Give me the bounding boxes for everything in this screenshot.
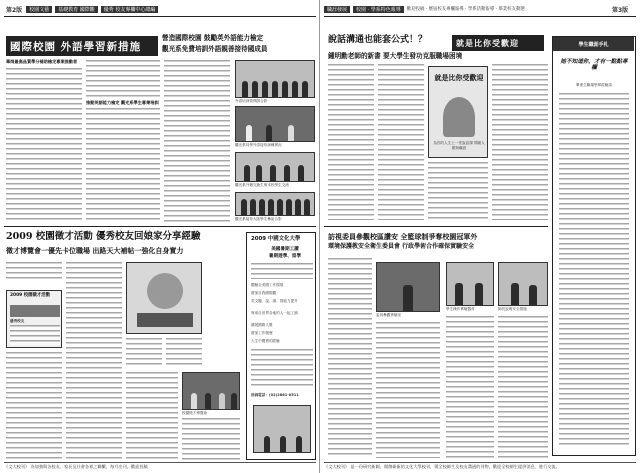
- career-notes-body: [559, 93, 629, 447]
- ad-title: 2009 中國文化大學: [251, 236, 301, 242]
- photo-caption: 觀光系外籍交換生與本校學生交流: [235, 183, 289, 187]
- article3-body: [164, 60, 230, 223]
- right-header-rule: [324, 16, 636, 17]
- ad-contact: 洽詢電話：(02)2861-0511: [251, 393, 299, 397]
- left-main-subtitle-1: 營造國際校園 鼓勵英外語能力檢定: [162, 34, 264, 42]
- ad-item: 增加工作履歷: [251, 331, 273, 335]
- photo-training-group: [235, 60, 315, 98]
- photo-job-fair: [182, 372, 240, 410]
- right-footer: 《文大校刊》 是一份研究新穎、開創嶄新的文化大學校刊，與全校師生及校友溝通的刊物，歡迎全校師生提供消息、進行交流。: [324, 464, 560, 469]
- left-header-tag: 校園文藝: [26, 6, 52, 13]
- photo-mainland-visit: [235, 192, 315, 216]
- center-caption: 校園徵才博覽會: [182, 411, 208, 415]
- left-main-subtitle-2: 觀光系免費培訓外語親善接待國成員: [162, 45, 268, 53]
- photo-caption: 觀光系同學外語接待演練實況: [235, 143, 282, 147]
- ad-item: 人生中寶貴的經驗: [251, 339, 280, 343]
- ad-intro: [251, 263, 313, 279]
- right-title-right: 就是比你受歡迎: [452, 35, 544, 51]
- left-mid-rule: [4, 226, 316, 227]
- right-footer-rule: [324, 462, 636, 463]
- left-footer-rule: [4, 462, 316, 463]
- right-col4: [492, 64, 548, 220]
- right-subtitle: 鍾明勳老師的新書 要大學生發功克服職場困境: [328, 52, 463, 60]
- photo-reception-drill: [235, 106, 315, 142]
- ad-subtitle-2: 暑期遊學、留學: [268, 254, 302, 259]
- right-header-tag: 校園 · 學系特色報導: [353, 6, 404, 13]
- ad-item: 英文聽、說、讀、寫能力提升: [251, 299, 298, 303]
- right-header-note: 歡迎投稿 · 歷屆校友專欄報導 · 學系活動報導 · 畢業校友動態: [406, 7, 525, 12]
- right-header-tag: 職涯發展: [324, 6, 350, 13]
- poster-footer-band: [137, 313, 193, 327]
- left-header-tag: 基礎教育 國際觀: [55, 6, 98, 13]
- bottom-article-intro: [6, 262, 62, 282]
- book-title: 就是比你受歡迎: [434, 74, 484, 82]
- right-bottom-col1: [328, 258, 372, 458]
- career-notes-note: 畢業生職場學姊經驗談: [576, 83, 612, 87]
- poster-banner: [10, 305, 60, 317]
- right-bottom-col3: [446, 316, 494, 458]
- poster-graphic: [147, 273, 183, 309]
- ad-item: 體驗全美國工作環境: [251, 283, 284, 287]
- photo-lab-students: [446, 262, 494, 306]
- book-quote: 為你的人生上一堂說話課 開創人脈與職涯: [433, 141, 485, 150]
- career-notes-title: 她不知道你，才有一點點專欄: [560, 59, 628, 72]
- ad-item: 增加自我國際觀: [251, 291, 277, 295]
- left-bottom-subtitle: 徵才博覽會一優先卡位職場 出路天大補帖一強化自身實力: [6, 246, 184, 255]
- right-col3: [428, 162, 488, 220]
- photo-caption: 外語培訓營開訓合影: [235, 99, 268, 103]
- article2-head: 推動英語能力檢定 觀光系學生專業培訓: [86, 100, 159, 105]
- photo-exchange-students: [235, 152, 315, 182]
- ad-subtitle-1: 美國暑期工讀: [271, 247, 299, 252]
- left-page-number: 第2版: [6, 6, 23, 14]
- article1-lead: 華岡最高品質學分補助檢定專案推動者: [6, 59, 78, 64]
- left-header-rule: [4, 16, 316, 17]
- right-page: [320, 0, 640, 473]
- right-col1: [328, 64, 374, 220]
- ad-photo: [253, 405, 311, 453]
- poster-label: 優秀校友: [10, 319, 25, 323]
- right-bottom-col2: [376, 322, 440, 458]
- career-notes-header: 學生職涯手札: [553, 37, 634, 51]
- photo-caption: 觀光系接待大陸學生參訪合影: [235, 217, 282, 221]
- left-header: [2, 3, 161, 15]
- left-header-tag: 優秀 校友專欄中心總編: [101, 6, 159, 13]
- bottom-article-col3a: [126, 338, 162, 368]
- bottom-article-col1: [6, 352, 62, 460]
- right-photo-caption: 委員參觀實驗室: [376, 313, 402, 317]
- bottom-article-col5: [182, 418, 240, 460]
- left-footer: 《文大校刊》 為加強與各校友、家長及社會各界之聯繫，每月出刊，歡迎投稿: [4, 464, 148, 469]
- ad-item: 與來自世界各地的人一起工讀: [251, 311, 298, 315]
- photo-safety-briefing: [498, 262, 548, 306]
- ad-body: [251, 349, 313, 389]
- summer-program-ad: [246, 232, 316, 460]
- right-mid-rule: [324, 226, 548, 227]
- right-photo-caption: 學生操作實驗器材: [446, 307, 475, 311]
- bottom-article-col4: [126, 372, 178, 460]
- right-page-number-wrap: [608, 3, 632, 15]
- right-bottom-title: 訪視委員參觀校區讚安 全籃球制爭奪校園冠軍外: [328, 232, 478, 241]
- right-bottom-subtitle: 環境保護教安全衛生委員會 行政學術合作確保實驗安全: [328, 243, 475, 250]
- job-fair-poster: [126, 262, 202, 334]
- book-illustration: [443, 97, 475, 137]
- right-bottom-col4: [498, 316, 548, 458]
- left-bottom-title: 2009 校園徵才活動 優秀校友回娘家分享經驗: [6, 231, 201, 242]
- right-title-left: 說話溝通也能套公式！？: [328, 35, 428, 45]
- article1-body: [6, 68, 82, 223]
- article2-body: [86, 108, 160, 223]
- bottom-article-col2: [66, 262, 122, 460]
- book-cover: [428, 66, 488, 158]
- ad-item: 擴展國際人脈: [251, 323, 273, 327]
- right-photo-caption: 師長說明安全措施: [498, 307, 527, 311]
- poster-body: [10, 325, 60, 345]
- article2-body-top: [86, 60, 160, 98]
- right-col2: [378, 64, 424, 220]
- recruit-poster: [6, 290, 62, 348]
- photo-inspection: [376, 262, 440, 312]
- career-notes-column: [552, 36, 636, 456]
- right-header: [324, 3, 525, 15]
- left-main-title: 國際校園 外語學習新措施: [6, 36, 158, 56]
- bottom-article-col3b: [166, 338, 202, 368]
- right-page-number: 第3版: [612, 6, 629, 14]
- poster-title: 2009 校園徵才活動: [10, 293, 51, 298]
